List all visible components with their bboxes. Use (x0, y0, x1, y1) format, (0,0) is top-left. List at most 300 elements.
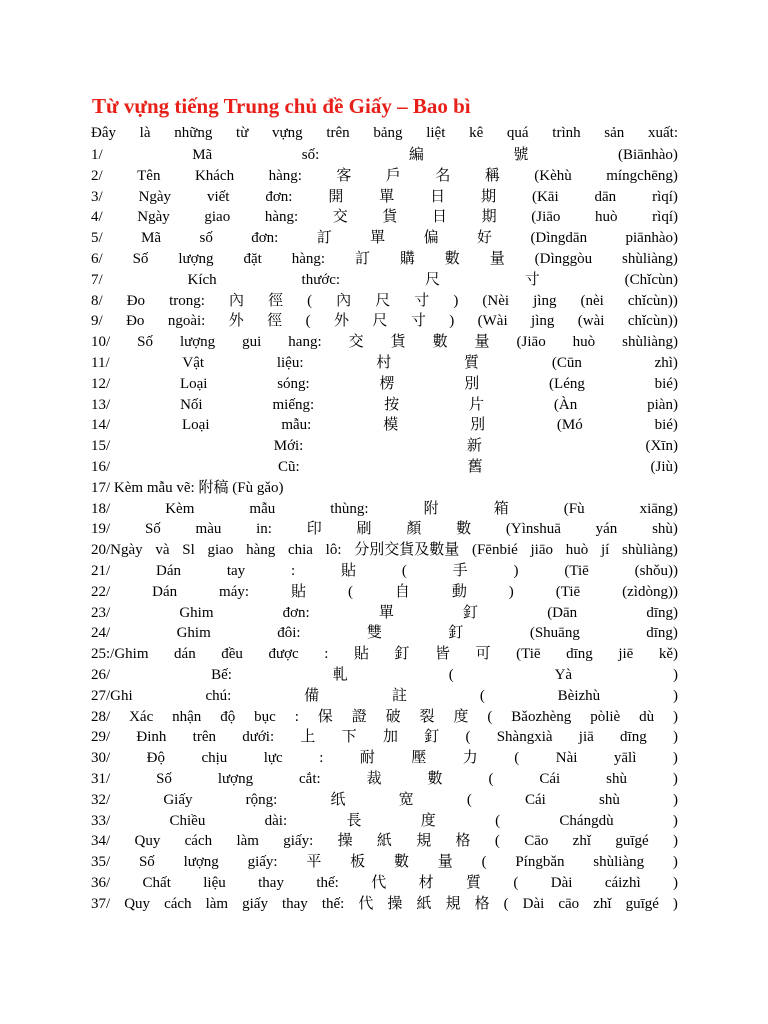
vocabulary-token: làm (236, 833, 259, 850)
vocabulary-token: lô: (325, 542, 342, 559)
vocabulary-token: Kích (187, 271, 217, 288)
vocabulary-token: thùng: (330, 500, 369, 517)
vocabulary-token: ) (673, 874, 678, 891)
vocabulary-token: dān (594, 188, 617, 205)
vocabulary-token: 平 (306, 854, 322, 871)
vocabulary-token: (Chǐcùn) (624, 271, 678, 288)
vocabulary-token: dưới: (242, 729, 275, 746)
vocabulary-token: 可 (475, 646, 491, 663)
vocabulary-row (91, 601, 678, 622)
vocabulary-token: 釘 (424, 729, 440, 746)
vocabulary-token: 附 (423, 500, 439, 517)
vocabulary-token: 內 (229, 292, 245, 309)
vocabulary-token: 動 (451, 583, 467, 600)
vocabulary-token: míngchēng) (606, 167, 678, 184)
vocabulary-token: 軋 (332, 666, 348, 683)
vocabulary-token: 外 (228, 313, 244, 330)
vocabulary-token: 偏 (423, 230, 439, 247)
vocabulary-token: 質 (464, 354, 480, 371)
vocabulary-token: 裂 (419, 708, 435, 725)
vocabulary-token: huò (565, 542, 589, 559)
vocabulary-token: ) (453, 292, 459, 309)
vocabulary-token: : (294, 708, 299, 725)
vocabulary-token: 板 (350, 854, 366, 871)
vocabulary-token: 寸 (410, 313, 426, 330)
vocabulary-token: 片 (468, 396, 484, 413)
vocabulary-token: (Jiù) (650, 458, 678, 475)
vocabulary-token: (Jiāo (531, 209, 561, 226)
vocabulary-token: huò (572, 334, 596, 351)
vocabulary-token: 模 (383, 417, 399, 434)
vocabulary-token: Chất (142, 874, 171, 891)
vocabulary-token: 分別交貨及數量 (354, 542, 460, 559)
vocabulary-token: 尺 (372, 313, 388, 330)
vocabulary-token: ( (481, 854, 487, 871)
vocabulary-token: số: (301, 147, 320, 163)
vocabulary-token: sóng: (277, 375, 310, 392)
vocabulary-token: 稱 (484, 167, 500, 184)
vocabulary-token: ( (479, 687, 485, 704)
vocabulary-token: Số (138, 854, 155, 871)
vocabulary-token: Số (137, 334, 153, 351)
vocabulary-token: dīng (566, 646, 593, 663)
vocabulary-token: shùliàng) (622, 542, 678, 559)
vocabulary-token: 貼 (340, 562, 356, 579)
vocabulary-token: (Xīn) (645, 438, 678, 455)
vocabulary-token: ) (673, 708, 678, 725)
vocabulary-token: 顏 (406, 521, 422, 538)
vocabulary-token: ) (672, 770, 678, 787)
vocabulary-row (91, 268, 678, 289)
vocabulary-token: 交 (348, 334, 364, 351)
vocabulary-token: Chiều (169, 812, 206, 829)
vocabulary-row (91, 580, 678, 601)
vocabulary-token: Dán (156, 562, 181, 579)
vocabulary-token: (Fù (563, 500, 585, 517)
vocabulary-token: Xác (129, 708, 154, 725)
vocabulary-token: jìng (531, 313, 555, 330)
vocabulary-token: yālì (613, 750, 637, 767)
vocabulary-token: ) (672, 729, 678, 746)
vocabulary-row (91, 705, 678, 726)
vocabulary-token: 2/ (91, 167, 103, 184)
vocabulary-token: được (268, 646, 299, 663)
vocabulary-token: đơn: (282, 604, 310, 621)
vocabulary-token: gui (242, 334, 262, 351)
vocabulary-token: jiāo (530, 542, 553, 559)
vocabulary-token: 備 (304, 687, 320, 704)
vocabulary-token: 耐 (359, 750, 375, 767)
vocabulary-token: Ghim (176, 625, 211, 642)
vocabulary-token: 格 (474, 895, 490, 912)
vocabulary-token: Ngày (137, 209, 170, 226)
vocabulary-token: Sl (182, 542, 195, 559)
vocabulary-token: 29/ (91, 729, 111, 746)
vocabulary-token: 量 (489, 250, 505, 267)
vocabulary-token: thế: (321, 895, 345, 912)
vocabulary-token: ( (513, 874, 519, 891)
vocabulary-token: 度 (420, 812, 436, 829)
vocabulary-token: 紙 (416, 895, 432, 912)
vocabulary-row (91, 788, 678, 809)
vocabulary-token: 貼 (353, 646, 369, 663)
vocabulary-token: 箱 (493, 500, 509, 517)
vocabulary-token: rìqí) (652, 188, 678, 205)
vocabulary-token: 20/Ngày (91, 542, 143, 559)
vocabulary-token: Bế: (211, 666, 232, 683)
vocabulary-row (91, 372, 678, 393)
vocabulary-row (91, 809, 678, 830)
vocabulary-token: máy: (219, 583, 250, 600)
vocabulary-token: Cái (539, 770, 561, 787)
vocabulary-token: 19/ (91, 521, 111, 538)
vocabulary-token: piàn) (647, 396, 678, 413)
vocabulary-token: bié) (654, 375, 678, 392)
vocabulary-row (91, 621, 678, 642)
vocabulary-token: 23/ (91, 604, 111, 621)
vocabulary-token: 別 (464, 375, 480, 392)
vocabulary-token: ) (508, 583, 514, 600)
vocabulary-token: thay (258, 874, 284, 891)
vocabulary-row (91, 393, 678, 414)
vocabulary-token: 數 (444, 250, 460, 267)
vocabulary-token: 釘 (463, 604, 479, 621)
vocabulary-token: ( (307, 292, 313, 309)
vocabulary-token: 10/ (91, 334, 111, 351)
vocabulary-token: thay (281, 895, 308, 912)
vocabulary-token: (Dìngdān (530, 230, 588, 247)
vocabulary-token: hàng (246, 542, 276, 559)
vocabulary-token: dán (174, 646, 196, 663)
vocabulary-token: 25:/Ghim (91, 646, 149, 663)
vocabulary-token: trên (192, 729, 216, 746)
vocabulary-token: Quy (124, 895, 151, 912)
vocabulary-token: shùliàng) (622, 334, 678, 351)
vocabulary-token: shùliàng) (622, 250, 678, 267)
vocabulary-token: Dài (522, 895, 545, 912)
vocabulary-token: 別 (470, 417, 486, 434)
vocabulary-token: 28/ (91, 708, 111, 725)
vocabulary-token: ( (401, 562, 407, 579)
vocabulary-token: Đinh (136, 729, 167, 746)
vocabulary-token: xiāng) (639, 500, 678, 517)
vocabulary-token: cắt: (299, 770, 321, 787)
vocabulary-token: làm (205, 895, 229, 912)
vocabulary-token: Mới: (273, 438, 304, 455)
vocabulary-token: 13/ (91, 396, 111, 413)
vocabulary-token: 好 (477, 230, 493, 247)
vocabulary-token: (Léng (549, 375, 585, 392)
vocabulary-token: hang: (288, 334, 322, 351)
vocabulary-token: (zìdòng)) (622, 583, 678, 600)
vocabulary-token: (Tiē (555, 583, 581, 600)
vocabulary-row (91, 559, 678, 580)
vocabulary-token: 保 (317, 708, 333, 725)
vocabulary-token: đặt (243, 250, 262, 267)
vocabulary-token: thước: (301, 271, 341, 288)
vocabulary-token: cāo (558, 895, 580, 912)
vocabulary-token: 楞 (379, 375, 395, 392)
vocabulary-token: 日 (432, 209, 448, 226)
vocabulary-token: Cái (524, 791, 546, 808)
vocabulary-token: (Dān (547, 604, 578, 621)
vocabulary-token: độ (220, 708, 236, 725)
vocabulary-token: dīng) (646, 625, 678, 642)
vocabulary-token: zhì) (654, 354, 678, 371)
vocabulary-token: 貨 (390, 334, 406, 351)
vocabulary-row (91, 684, 678, 705)
vocabulary-token: lượng (178, 250, 214, 267)
vocabulary-token: zhǐ (572, 833, 591, 850)
vocabulary-token: 刷 (356, 521, 372, 538)
vocabulary-token: 訂 (316, 230, 332, 247)
vocabulary-token: 8/ (91, 292, 103, 309)
vocabulary-token: Nài (555, 750, 578, 767)
vocabulary-token: 纸 (330, 791, 346, 808)
vocabulary-token: dù (639, 708, 655, 725)
vocabulary-token: Độ (146, 750, 165, 767)
vocabulary-token: giấy: (283, 833, 314, 850)
vocabulary-token: shù) (652, 521, 678, 538)
vocabulary-token: Chángdù (559, 812, 614, 829)
vocabulary-token: 訂 (354, 250, 370, 267)
vocabulary-token: pòliè (590, 708, 621, 725)
vocabulary-row (91, 247, 678, 268)
vocabulary-token: 貨 (382, 209, 398, 226)
vocabulary-token: 單 (370, 230, 386, 247)
vocabulary-token: kě) (658, 646, 678, 663)
vocabulary-token: 35/ (91, 854, 111, 871)
intro-text: Đây là những từ vựng trên bảng liệt kê quá trình sản xuất: (91, 125, 678, 141)
vocabulary-token: 村 (376, 354, 392, 371)
vocabulary-token: Kèm (165, 500, 195, 517)
vocabulary-token: 9/ (91, 313, 103, 330)
vocabulary-token: màu (195, 521, 222, 538)
vocabulary-token: 長 (346, 812, 362, 829)
vocabulary-token: 註 (392, 687, 408, 704)
vocabulary-token: 尺 (375, 292, 391, 309)
vocabulary-token: 外 (333, 313, 349, 330)
vocabulary-row (91, 185, 678, 206)
vocabulary-token: 交 (332, 209, 348, 226)
vocabulary-token: guīgé (615, 833, 649, 850)
vocabulary-token: 5/ (91, 230, 103, 247)
vocabulary-token: dīng) (646, 604, 678, 621)
vocabulary-token: yán (595, 521, 618, 538)
vocabulary-row (91, 309, 678, 330)
vocabulary-token: 加 (382, 729, 398, 746)
vocabulary-token: shù (606, 770, 627, 787)
vocabulary-token: jí (600, 542, 610, 559)
vocabulary-token: dài: (264, 812, 288, 829)
vocabulary-row (91, 725, 678, 746)
vocabulary-token: ) (513, 562, 519, 579)
vocabulary-token: Dài (550, 874, 573, 891)
vocabulary-token: 規 (445, 895, 461, 912)
vocabulary-token: 度 (453, 708, 469, 725)
vocabulary-token: 寸 (524, 271, 540, 288)
vocabulary-token: 壓 (411, 750, 427, 767)
vocabulary-token: 31/ (91, 770, 111, 787)
vocabulary-row (91, 538, 678, 559)
vocabulary-token: Ngày (138, 188, 172, 205)
vocabulary-token: 4/ (91, 209, 103, 226)
vocabulary-token: dīng (620, 729, 647, 746)
vocabulary-row (91, 226, 678, 247)
vocabulary-token: shù (598, 791, 620, 808)
vocabulary-token: đôi: (277, 625, 301, 642)
vocabulary-token: Quy (134, 833, 161, 850)
vocabulary-token: (nèi (580, 292, 604, 309)
vocabulary-token: ( (514, 750, 520, 767)
vocabulary-token: 12/ (91, 375, 111, 392)
vocabulary-token: lực (263, 750, 283, 767)
vocabulary-token: hàng: (264, 209, 299, 226)
vocabulary-token: ) (672, 854, 678, 871)
vocabulary-token: 26/ (91, 666, 111, 683)
vocabulary-token: 22/ (91, 583, 111, 600)
vocabulary-token: đơn: (265, 188, 293, 205)
vocabulary-token: 34/ (91, 833, 111, 850)
vocabulary-token: 皆 (435, 646, 451, 663)
vocabulary-token: Nối (180, 396, 203, 413)
vocabulary-token: : (324, 646, 329, 663)
vocabulary-token: 數 (427, 770, 443, 787)
vocabulary-token: Ghim (179, 604, 214, 621)
vocabulary-token: (Kāi (531, 188, 559, 205)
document-title: Từ vựng tiếng Trung chủ đề Giấy – Bao bì (92, 94, 471, 118)
vocabulary-token: đơn: (251, 230, 279, 247)
vocabulary-token: 寸 (414, 292, 430, 309)
vocabulary-token: bục (254, 708, 276, 725)
vocabulary-token: (wài (577, 313, 605, 330)
vocabulary-token: ( (494, 833, 500, 850)
vocabulary-token: viết (206, 188, 230, 205)
vocabulary-token: 編 (408, 147, 424, 163)
vocabulary-token: 內 (336, 292, 352, 309)
vocabulary-token: piānhào) (625, 230, 678, 247)
vocabulary-token: 徑 (268, 292, 284, 309)
vocabulary-row (91, 455, 678, 476)
vocabulary-token: Giấy (163, 791, 193, 808)
vocabulary-token: chǐcùn)) (627, 292, 678, 309)
vocabulary-token: 7/ (91, 271, 103, 288)
vocabulary-token: 數 (393, 854, 409, 871)
vocabulary-token: 格 (455, 833, 471, 850)
vocabulary-token: Cāo (524, 833, 549, 850)
vocabulary-token: ) (673, 687, 678, 704)
vocabulary-row (91, 642, 678, 663)
vocabulary-row (91, 767, 678, 788)
vocabulary-token: (shǒu)) (634, 562, 678, 579)
vocabulary-token: 名 (435, 167, 451, 184)
vocabulary-token: ( (488, 770, 494, 787)
vocabulary-token: (Yìnshuā (505, 521, 561, 538)
vocabulary-token: 數 (456, 521, 472, 538)
vocabulary-token: (Kèhù (534, 167, 572, 184)
vocabulary-token: (Tiē (516, 646, 541, 663)
vocabulary-token: giấy: (247, 854, 278, 871)
vocabulary-token: 新 (466, 438, 482, 455)
vocabulary-token: 上 (300, 729, 316, 746)
vocabulary-token: ( (487, 708, 493, 725)
vocabulary-token: (Wài (477, 313, 508, 330)
vocabulary-token: lượng (179, 334, 216, 351)
vocabulary-token: Bǎozhèng (511, 708, 572, 725)
vocabulary-token: 代 (358, 895, 374, 912)
vocabulary-token: ( (347, 583, 353, 600)
vocabulary-token: 操 (387, 895, 403, 912)
vocabulary-token: 6/ (91, 250, 103, 267)
vocabulary-token: ) (672, 833, 678, 850)
vocabulary-token: ( (495, 812, 501, 829)
vocabulary-token: cách (184, 833, 213, 850)
vocabulary-token: 釘 (448, 625, 464, 642)
vocabulary-token: 單 (379, 188, 395, 205)
vocabulary-token: ( (448, 666, 454, 683)
vocabulary-token: 下 (341, 729, 357, 746)
vocabulary-token: ( (466, 791, 472, 808)
vocabulary-token: : (319, 750, 324, 767)
vocabulary-token: 日 (430, 188, 446, 205)
vocabulary-token: 16/ (91, 458, 111, 475)
vocabulary-token: : (290, 562, 296, 579)
vocabulary-token: 15/ (91, 438, 111, 455)
vocabulary-token: số (199, 230, 213, 247)
vocabulary-token: 3/ (91, 188, 103, 205)
vocabulary-token: nhận (172, 708, 202, 725)
vocabulary-token: ) (449, 313, 455, 330)
vocabulary-row (91, 829, 678, 850)
vocabulary-token: Khách (194, 167, 235, 184)
vocabulary-token: tay (226, 562, 246, 579)
vocabulary-token: 18/ (91, 500, 111, 517)
vocabulary-row (91, 351, 678, 372)
vocabulary-token: 按 (384, 396, 400, 413)
vocabulary-row (91, 476, 678, 497)
vocabulary-token: 紙 (376, 833, 392, 850)
vocabulary-token: 量 (437, 854, 453, 871)
vocabulary-token: jiē (618, 646, 634, 663)
vocabulary-token: 開 (328, 188, 344, 205)
vocabulary-token: 自 (394, 583, 410, 600)
vocabulary-token: 破 (385, 708, 401, 725)
vocabulary-token: Yà (554, 666, 573, 683)
vocabulary-row-text: 17/ Kèm mẫu vẽ: 附稿 (Fù gǎo) (91, 479, 284, 496)
vocabulary-token: (Dìnggòu (534, 250, 593, 267)
vocabulary-token: (Nèi (482, 292, 510, 309)
vocabulary-token: đều (221, 646, 243, 663)
vocabulary-token: 證 (351, 708, 367, 725)
vocabulary-token: mẫu (249, 500, 276, 517)
vocabulary-token: Bèizhù (557, 687, 601, 704)
vocabulary-row (91, 143, 678, 164)
vocabulary-token: ( (305, 313, 311, 330)
vocabulary-token: và (155, 542, 170, 559)
vocabulary-token: ) (672, 812, 678, 829)
vocabulary-token: giao (204, 209, 231, 226)
vocabulary-row (91, 330, 678, 351)
vocabulary-token: in: (256, 521, 272, 538)
vocabulary-token: 27/Ghi (91, 687, 133, 704)
vocabulary-token: 尺 (424, 271, 440, 288)
vocabulary-token: hàng: (268, 167, 302, 184)
vocabulary-token: shùliàng (593, 854, 645, 871)
vocabulary-token: 33/ (91, 812, 111, 829)
vocabulary-token: 徑 (267, 313, 283, 330)
vocabulary-token: Cũ: (278, 458, 300, 475)
vocabulary-token: 舊 (467, 458, 483, 475)
